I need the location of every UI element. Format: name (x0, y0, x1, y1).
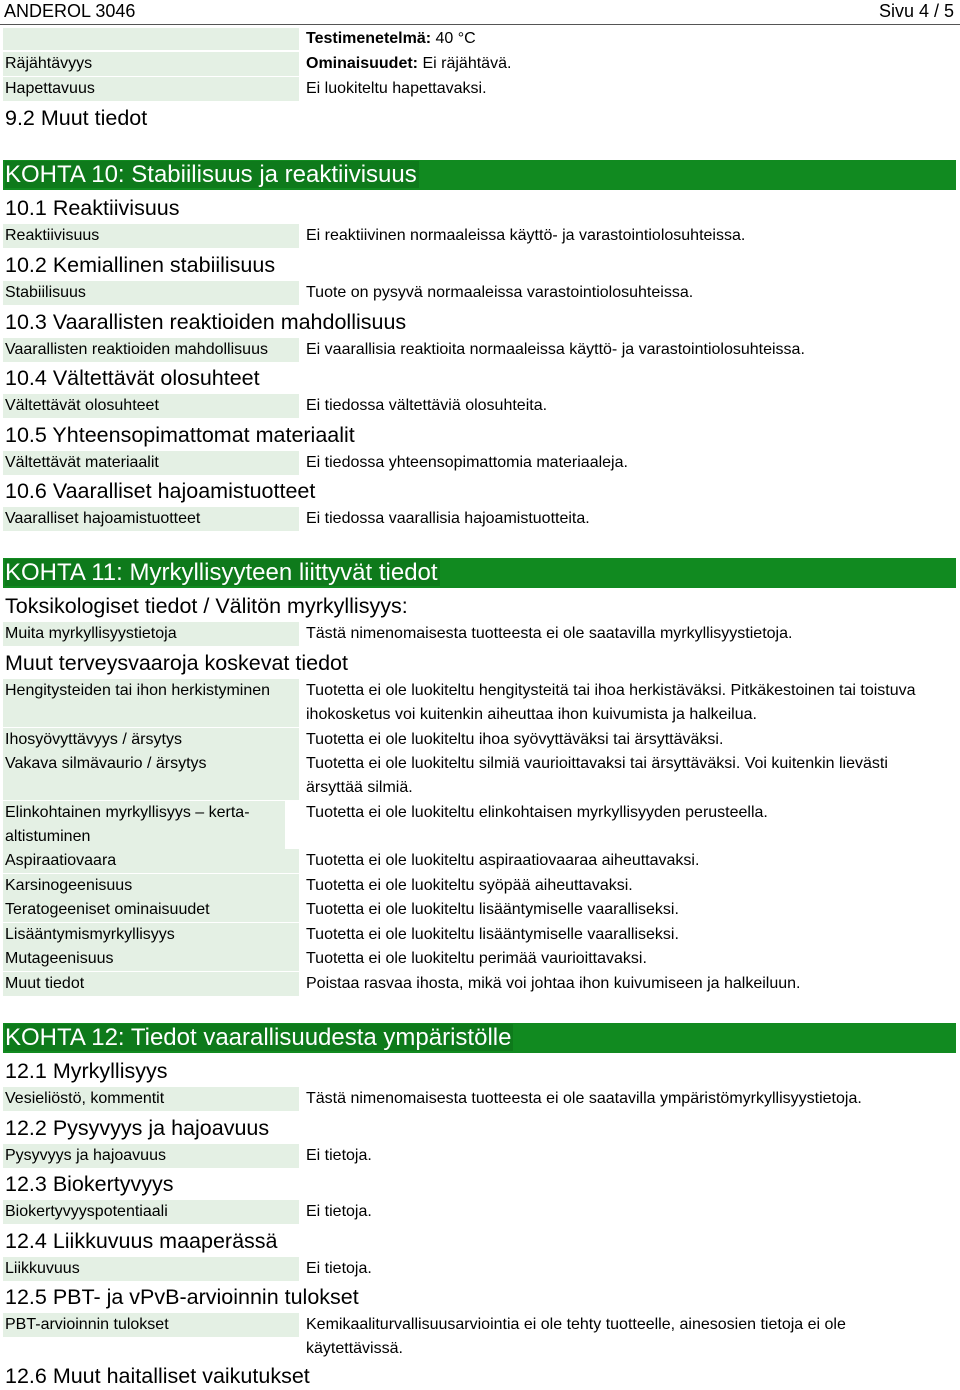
aquatic-label: Vesieliöstö, kommentit (3, 1087, 299, 1111)
heading-12-3: 12.3 Biokertyvyys (5, 1172, 174, 1196)
section-10-banner (3, 160, 956, 190)
heading-12-4: 12.4 Liikkuvuus maaperässä (5, 1229, 278, 1253)
eye-damage-value: Tuotetta ei ole luokiteltu silmiä vaurioittavaksi tai ärsyttäväksi. Voi kuitenkin lievästi ärsyttää silmiä. (306, 755, 888, 796)
persistence-label: Pysyvyys ja hajoavuus (3, 1144, 299, 1168)
section-10-title: KOHTA 10: Stabiilisuus ja reaktiivisuus (5, 161, 417, 188)
reactivity-label: Reaktiivisuus (3, 224, 299, 248)
aspiration-value: Tuotetta ei ole luokiteltu aspiraatiovaaraa aiheuttavaksi. (306, 852, 700, 869)
teratogenic-value: Tuotetta ei ole luokiteltu lisääntymiselle vaaralliseksi. (306, 901, 679, 918)
aquatic-value: Tästä nimenomaisesta tuotteesta ei ole saatavilla ympäristömyrkyllisyystietoja. (306, 1090, 862, 1107)
explosivity-label: Räjähtävyys (3, 52, 299, 76)
stot-single-label: Elinkohtainen myrkyllisyys – kerta-altistuminen (3, 801, 285, 849)
mobility-label: Liikkuvuus (3, 1257, 299, 1281)
hazardous-reactions-label: Vaarallisten reaktioiden mahdollisuus (3, 338, 299, 362)
mutagenicity-label: Mutageenisuus (3, 947, 299, 971)
heading-10-1: 10.1 Reaktiivisuus (5, 196, 180, 220)
heading-10-6: 10.6 Vaaralliset hajoamistuotteet (5, 479, 316, 503)
page-number: Sivu 4 / 5 (878, 1, 954, 21)
conditions-label: Vältettävät olosuhteet (3, 394, 299, 418)
heading-10-5: 10.5 Yhteensopimattomat materiaalit (5, 423, 355, 447)
reactivity-value: Ei reaktiivinen normaaleissa käyttö- ja varastointiolosuhteissa. (306, 227, 746, 244)
acute-toxicity-heading: Toksikologiset tiedot / Välitön myrkyllisyys: (5, 594, 408, 618)
properties-row (306, 52, 916, 76)
product-name: ANDEROL 3046 (4, 1, 136, 21)
heading-12-1: 12.1 Myrkyllisyys (5, 1059, 168, 1083)
stot-single-value: Tuotetta ei ole luokiteltu elinkohtaisen myrkyllisyyden perusteella. (306, 804, 768, 821)
conditions-value: Ei tiedossa vältettäviä olosuhteita. (306, 397, 548, 414)
test-method-row (306, 27, 916, 51)
reproductive-label: Lisääntymismyrkyllisyys (3, 923, 299, 947)
skin-corrosion-label: Ihosyövyttävyys / ärsytys (3, 728, 299, 752)
materials-label: Vältettävät materiaalit (3, 451, 299, 475)
heading-10-3: 10.3 Vaarallisten reaktioiden mahdollisuus (5, 310, 407, 334)
other-effects-value: Poistaa rasvaa ihosta, mikä voi johtaa ihon kuivumiseen ja halkeiluun. (306, 975, 801, 992)
other-effects-label: Muut tiedot (3, 972, 299, 996)
teratogenic-label: Teratogeeniset ominaisuudet (3, 898, 299, 922)
other-toxicity-label: Muita myrkyllisyystietoja (3, 622, 299, 646)
decomposition-label: Vaaralliset hajoamistuotteet (3, 507, 299, 531)
stability-label: Stabiilisuus (3, 281, 299, 305)
bioaccumulation-value: Ei tietoja. (306, 1203, 372, 1220)
mobility-value: Ei tietoja. (306, 1260, 372, 1277)
hazardous-reactions-value: Ei vaarallisia reaktioita normaaleissa käyttö- ja varastointiolosuhteissa. (306, 341, 805, 358)
stability-value: Tuote on pysyvä normaaleissa varastointiolosuhteissa. (306, 284, 694, 301)
other-toxicity-value: Tästä nimenomaisesta tuotteesta ei ole saatavilla myrkyllisyystietoja. (306, 625, 793, 642)
section-12-banner (3, 1023, 956, 1053)
properties-label: Ominaisuudet: (306, 55, 419, 72)
test-method-value: 40 °C (435, 30, 476, 47)
section-11-banner (3, 558, 956, 588)
eye-damage-label: Vakava silmävaurio / ärsytys (3, 752, 299, 800)
heading-10-2: 10.2 Kemiallinen stabiilisuus (5, 253, 276, 277)
materials-value: Ei tiedossa yhteensopimattomia materiaaleja. (306, 454, 628, 471)
test-method-label: Testimenetelmä: (306, 30, 432, 47)
heading-12-5: 12.5 PBT- ja vPvB-arvioinnin tulokset (5, 1285, 359, 1309)
skin-corrosion-value: Tuotetta ei ole luokiteltu ihoa syövyttäväksi tai ärsyttäväksi. (306, 731, 724, 748)
blank-label-cell (3, 28, 299, 50)
heading-12-2: 12.2 Pysyvyys ja hajoavuus (5, 1116, 270, 1140)
reproductive-value: Tuotetta ei ole luokiteltu lisääntymiselle vaaralliseksi. (306, 926, 679, 943)
heading-10-4: 10.4 Vältettävät olosuhteet (5, 366, 260, 390)
section-12-title: KOHTA 12: Tiedot vaarallisuudesta ympäristölle (5, 1024, 512, 1051)
oxidizing-label: Hapettavuus (3, 77, 299, 101)
aspiration-label: Aspiraatiovaara (3, 849, 299, 873)
persistence-value: Ei tietoja. (306, 1147, 372, 1164)
sensitisation-label: Hengitysteiden tai ihon herkistyminen (3, 679, 299, 727)
sensitisation-value: Tuotetta ei ole luokiteltu hengitysteitä tai ihoa herkistäväksi. Pitkäkestoinen tai toistuva ihokosketus voi kuitenkin aiheuttaa ihon kuivumista ja halkeilua. (306, 682, 916, 723)
mutagenicity-value: Tuotetta ei ole luokiteltu perimää vaurioittavaksi. (306, 950, 647, 967)
decomposition-value: Ei tiedossa vaarallisia hajoamistuotteita. (306, 510, 590, 527)
heading-12-6: 12.6 Muut haitalliset vaikutukset (5, 1364, 310, 1388)
oxidizing-value: Ei luokiteltu hapettavaksi. (306, 80, 487, 97)
pbt-label: PBT-arvioinnin tulokset (3, 1313, 299, 1337)
other-health-heading: Muut terveysvaaroja koskevat tiedot (5, 651, 348, 675)
carcinogenicity-value: Tuotetta ei ole luokiteltu syöpää aiheuttavaksi. (306, 877, 633, 894)
other-info-heading: 9.2 Muut tiedot (5, 106, 148, 130)
section-11-title: KOHTA 11: Myrkyllisyyteen liittyvät tiedot (5, 559, 438, 586)
bioaccumulation-label: Biokertyvyyspotentiaali (3, 1200, 299, 1224)
carcinogenicity-label: Karsinogeenisuus (3, 874, 299, 898)
properties-value: Ei räjähtävä. (422, 55, 512, 72)
page-header (0, 0, 960, 25)
pbt-value: Kemikaaliturvallisuusarviointia ei ole tehty tuotteelle, ainesosien tietoja ei ole käytettävissä. (306, 1316, 846, 1357)
